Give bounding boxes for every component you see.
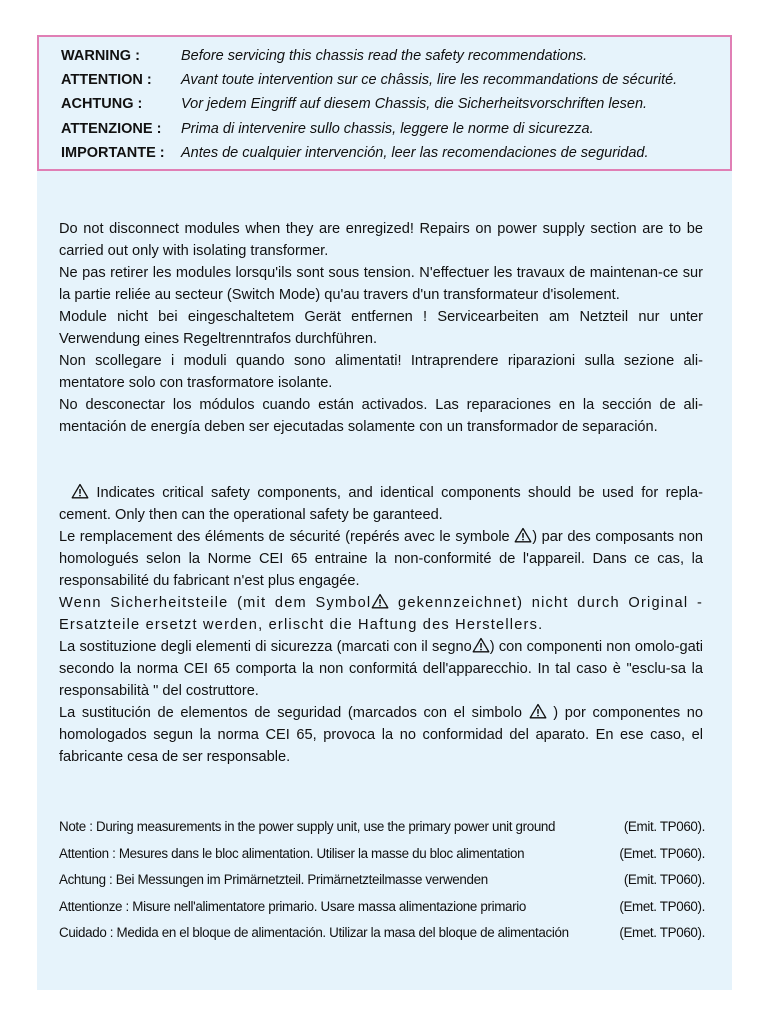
note-text: Achtung : Bei Messungen im Primärnetzteil. Primärnetzteilmasse verwenden (59, 872, 488, 887)
note-text: Cuidado : Medida en el bloque de alimentación. Utilizar la masa del bloque de alimentación (59, 925, 569, 940)
warning-text: Avant toute intervention sur ce châssis, lire les recommandations de sécurité. (181, 72, 678, 88)
safety-text-de-start: Wenn Sicherheitsteile (mit dem Symbol (59, 595, 372, 611)
note-line-es (59, 920, 705, 947)
warning-text: Antes de cualquier intervención, leer las recomendaciones de seguridad. (181, 145, 649, 161)
note-line-de (59, 867, 705, 894)
note-text: Attention : Mesures dans le bloc alimentation. Utiliser la masse du bloc alimentation (59, 845, 525, 861)
safety-text-it-end: ) con componenti non omolo-gati secondo la norma CEI 65 comporta la non conformitá dell'apparecchio. In tal caso è "esclu-sa la responsabilità " del costruttore. (59, 639, 703, 699)
note-ref: (Emet. TP060). (619, 925, 705, 940)
warning-row-it (61, 120, 594, 138)
module-text-es: No desconectar los módulos cuando están activados. Las reparaciones en la sección de ali-mentación de energía deben ser ejecutadas solamente con un transformador de separación. (59, 397, 703, 435)
safety-text-es-start: La sustitución de elementos de seguridad (marcados con el simbolo (59, 705, 529, 721)
warning-row-de (61, 95, 647, 113)
module-text-it: Non scollegare i moduli quando sono alimentati! Intraprendere riparazioni sulla sezione ali-mentatore solo con trasformatore isolante. (59, 353, 703, 391)
warning-label: IMPORTANTE : (61, 145, 165, 161)
safety-text-es (59, 702, 703, 768)
warning-triangle-icon (472, 637, 490, 653)
safety-warning-box (37, 35, 732, 171)
note-text: Attentionze : Misure nell'alimentatore primario. Usare massa alimentazione primario (59, 898, 526, 914)
warning-triangle-icon (514, 527, 532, 543)
manual-page (37, 35, 732, 990)
module-text-fr: Ne pas retirer les modules lorsqu'ils sont sous tension. N'effectuer les travaux de maintenan-ce sur la partie reliée au secteur (Switch Mode) qu'au travers d'un transformateur d'isolement. (59, 265, 703, 303)
module-disconnect-section (59, 218, 703, 438)
warning-text: Vor jedem Eingriff auf diesem Chassis, die Sicherheitsvorschriften lesen. (181, 96, 648, 112)
warning-triangle-icon (529, 703, 547, 719)
safety-text-it (59, 636, 703, 702)
warning-label: ACHTUNG : (61, 96, 143, 112)
note-text: Note : During measurements in the power supply unit, use the primary power unit ground (59, 819, 556, 834)
warning-triangle-icon (71, 483, 89, 499)
warning-row-es (61, 144, 649, 162)
safety-text-es-end: ) por componentes no homologados segun la norma CEI 65, provoca la no conformidad del aparato. En ese caso, el fabricante cesa de ser responsable. (59, 705, 704, 765)
note-ref: (Emet. TP060). (619, 845, 705, 861)
safety-text-fr-start: Le remplacement des éléments de sécurité (repérés avec le symbole (59, 529, 515, 545)
warning-text: Before servicing this chassis read the safety recommendations. (181, 48, 588, 64)
safety-text-it-start: La sostituzione degli elementi di sicurezza (marcati con il segno (59, 639, 472, 655)
note-line-fr (59, 841, 705, 868)
module-text-de: Module nicht bei eingeschaltetem Gerät entfernen ! Servicearbeiten am Netzteil nur unter Verwendung eines Regeltrenntrafos durchführen. (59, 309, 703, 347)
note-ref: (Emet. TP060). (619, 898, 705, 914)
note-line-en (59, 814, 705, 841)
safety-text-fr (59, 526, 703, 592)
safety-text-fr-end: ) par des composants non homologués selon la Norme CEI 65 entraine la non-conformité de l'appareil. Dans ce cas, la responsabilité du fabricant n'est plus engagée. (59, 529, 704, 589)
warning-row-fr (61, 71, 677, 89)
warning-label: WARNING : (61, 48, 140, 64)
note-line-it (59, 894, 705, 921)
warning-triangle-icon (371, 593, 389, 609)
safety-components-section (59, 482, 703, 768)
note-ref: (Emit. TP060). (623, 872, 705, 887)
warning-text: Prima di intervenire sullo chassis, leggere le norme di sicurezza. (181, 121, 594, 137)
safety-text-en-body: Indicates critical safety components, and identical components should be used for repla-cement. Only then can the operational safety be garanteed. (59, 485, 703, 523)
safety-text-de (59, 592, 703, 636)
note-ref: (Emit. TP060). (623, 819, 705, 834)
safety-text-en (59, 482, 703, 526)
warning-label: ATTENZIONE : (61, 121, 162, 137)
safety-text-de-end: gekennzeichnet) nicht durch Original - Ersatzteile ersetzt werden, erlischt die Haftung des Herstellers. (59, 595, 703, 633)
module-text-en: Do not disconnect modules when they are enregized! Repairs on power supply section are to be carried out only with isolating transformer. (59, 221, 703, 259)
warning-row-en (61, 47, 587, 65)
measurement-notes (59, 814, 705, 947)
warning-label: ATTENTION : (61, 72, 152, 88)
